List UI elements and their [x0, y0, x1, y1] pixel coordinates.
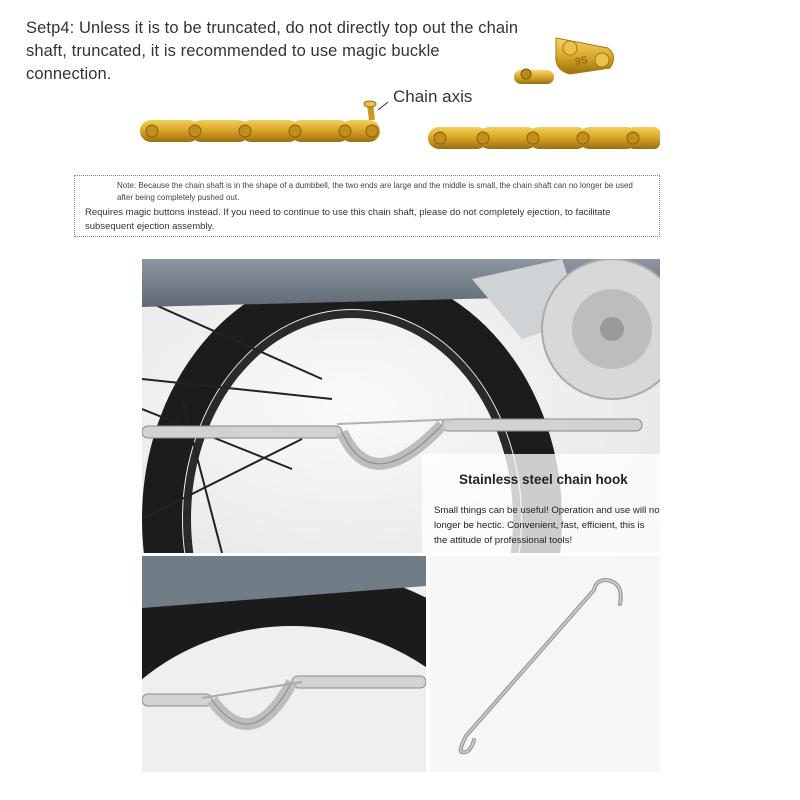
note-text-primary: Note: Because the chain shaft is in the shape of a dumbbell, the two ends are large and the middle is small, the chain shaft can no longer be used after being completely pushed out. — [117, 181, 633, 202]
hook-description: Small things can be useful! Operation and use will no longer be hectic. Convenient, fast, efficient, this is the attitude of professional tools! — [434, 505, 660, 546]
magic-buckle-image — [510, 34, 620, 94]
magic-link-marking: 9S — [574, 54, 589, 68]
step-instruction: Setp4: Unless it is to be truncated, do not directly top out the chain shaft, truncated, it is recommended to use magic buckle connection. — [26, 19, 519, 83]
gold-chain-left-image — [140, 96, 400, 166]
gold-chain-right-image — [428, 118, 660, 158]
hook-title: Stainless steel chain hook — [459, 472, 628, 487]
note-text-secondary: Requires magic buttons instead. If you need to continue to use this chain shaft, please do not completely ejection, to facilitate subsequent ejection assembly. — [85, 207, 611, 232]
note-box — [74, 175, 660, 237]
chain-axis-label: Chain axis — [393, 87, 473, 106]
hook-in-use-photo — [142, 556, 426, 772]
chain-hook-photo — [430, 556, 660, 772]
